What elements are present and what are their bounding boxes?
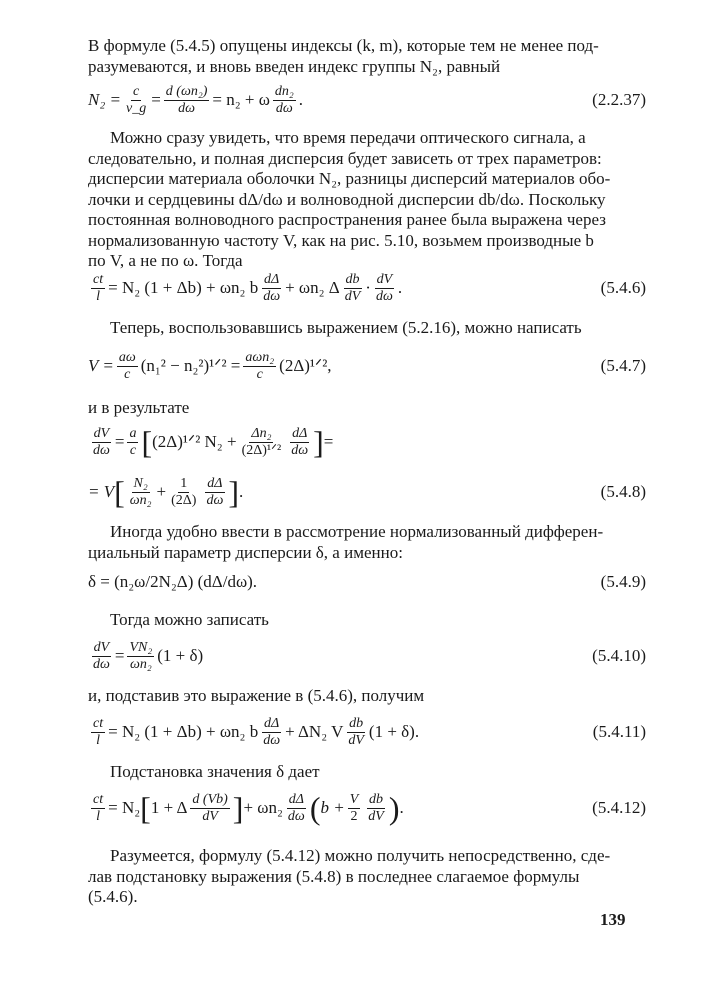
equation-5-4-6: $\frac{ct}{l}$ = N₂ (1 + Δb) + ωn₂ b $\frac{d\Delta}{d\omega}$ + ωn₂ Δ $\frac{db}{dV}$ · $\frac{dV}{d\omega}$ . (5.4.6) — [93, 271, 646, 304]
equation-number: (2.2.37) — [592, 90, 646, 109]
equation-5-4-8-line-2: = V [ $\frac{\text{N₂}}{\text{ωn₂}}$ + $\frac{1}{(2\Delta)}$ $\frac{d\Delta}{d\omega}$ ] . (5.4.8) — [88, 474, 646, 510]
paragraph-7: и, подставив это выражение в (5.4.6), получим — [88, 686, 425, 705]
equation-5-4-12: $\frac{ct}{l}$ = N₂ [ 1 + Δ $\frac{d (Vb)}{dV}$ ] + ωn₂ $\frac{d\Delta}{d\omega}$ ( b + $\frac{V}{2}$ $\frac{db}{dV}$ ) . (5.4.12) — [93, 790, 646, 826]
equation-5-4-8-line-1: $\frac{dV}{d\omega}$ = $\frac{a}{c}$ [ (2Δ)¹ᐟ² N₂ + $\frac{\text{Δn₂}}{\text{(2Δ)¹ᐟ²}}$ $\frac{d\Delta}{d\omega}$ ] = — [93, 424, 334, 460]
paragraph-5: Иногда удобно ввести в рассмотрение нормализованный дифферен- циальный параметр дисперсии δ, а именно: — [88, 522, 604, 562]
page-number: 139 — [600, 910, 626, 929]
paragraph-8: Подстановка значения δ дает — [110, 762, 320, 781]
paragraph-4: и в результате — [88, 398, 190, 417]
equation-5-4-11: $\frac{ct}{l}$ = N₂ (1 + Δb) + ωn₂ b $\frac{d\Delta}{d\omega}$ + ΔN₂ V $\frac{db}{dV}$ (1 + δ). (5.4.11) — [93, 715, 646, 748]
paragraph-9: Разумеется, формулу (5.4.12) можно получить непосредственно, сде- лав подстановку выражения (5.4.8) в последнее слагаемое формулы (5.4.6). — [88, 846, 611, 906]
paragraph-2: Можно сразу увидеть, что время передачи оптического сигнала, а следовательно, и полная дисперсия будет зависеть от трех параметров: дисперсии материала оболочки N₂, разницы дисперсий материалов обо- лочки и сердцевины dΔ/dω и волноводной дисперсии db/dω. Поскольку постоянная волноводного распространения ранее была выражена через нормализованную частоту V, как на рис. 5.10, возьмем производные b по V, а не по ω. Тогда — [88, 128, 611, 270]
paragraph-6: Тогда можно записать — [110, 610, 269, 629]
equation-2-2-37: N₂ = $\frac{c}{v\_g}$ = $\frac{\text{d (ωn₂)}}{d\omega}$ = n₂ + ω $\frac{\text{dn₂}}{d\omega}$ . (2.2.37) — [88, 83, 646, 116]
equation-5-4-9: δ = (n₂ω/2N₂Δ) (dΔ/dω). (5.4.9) — [88, 572, 646, 591]
equation-5-4-10: $\frac{dV}{d\omega}$ = $\frac{\text{VN₂}}{\text{ωn₂}}$ (1 + δ) (5.4.10) — [93, 639, 646, 672]
paragraph-3: Теперь, воспользовавшись выражением (5.2.16), можно написать — [110, 318, 582, 337]
equation-5-4-7: V = $\frac{a\omega}{c}$ (n₁² − n₂²)¹ᐟ² = $\frac{\text{aωn₂}}{c}$ (2Δ)¹ᐟ², (5.4.7) — [88, 349, 646, 382]
paragraph-1: В формуле (5.4.5) опущены индексы (k, m), которые тем не менее под- разумеваются, и вновь введен индекс группы N₂, равный — [88, 36, 599, 76]
